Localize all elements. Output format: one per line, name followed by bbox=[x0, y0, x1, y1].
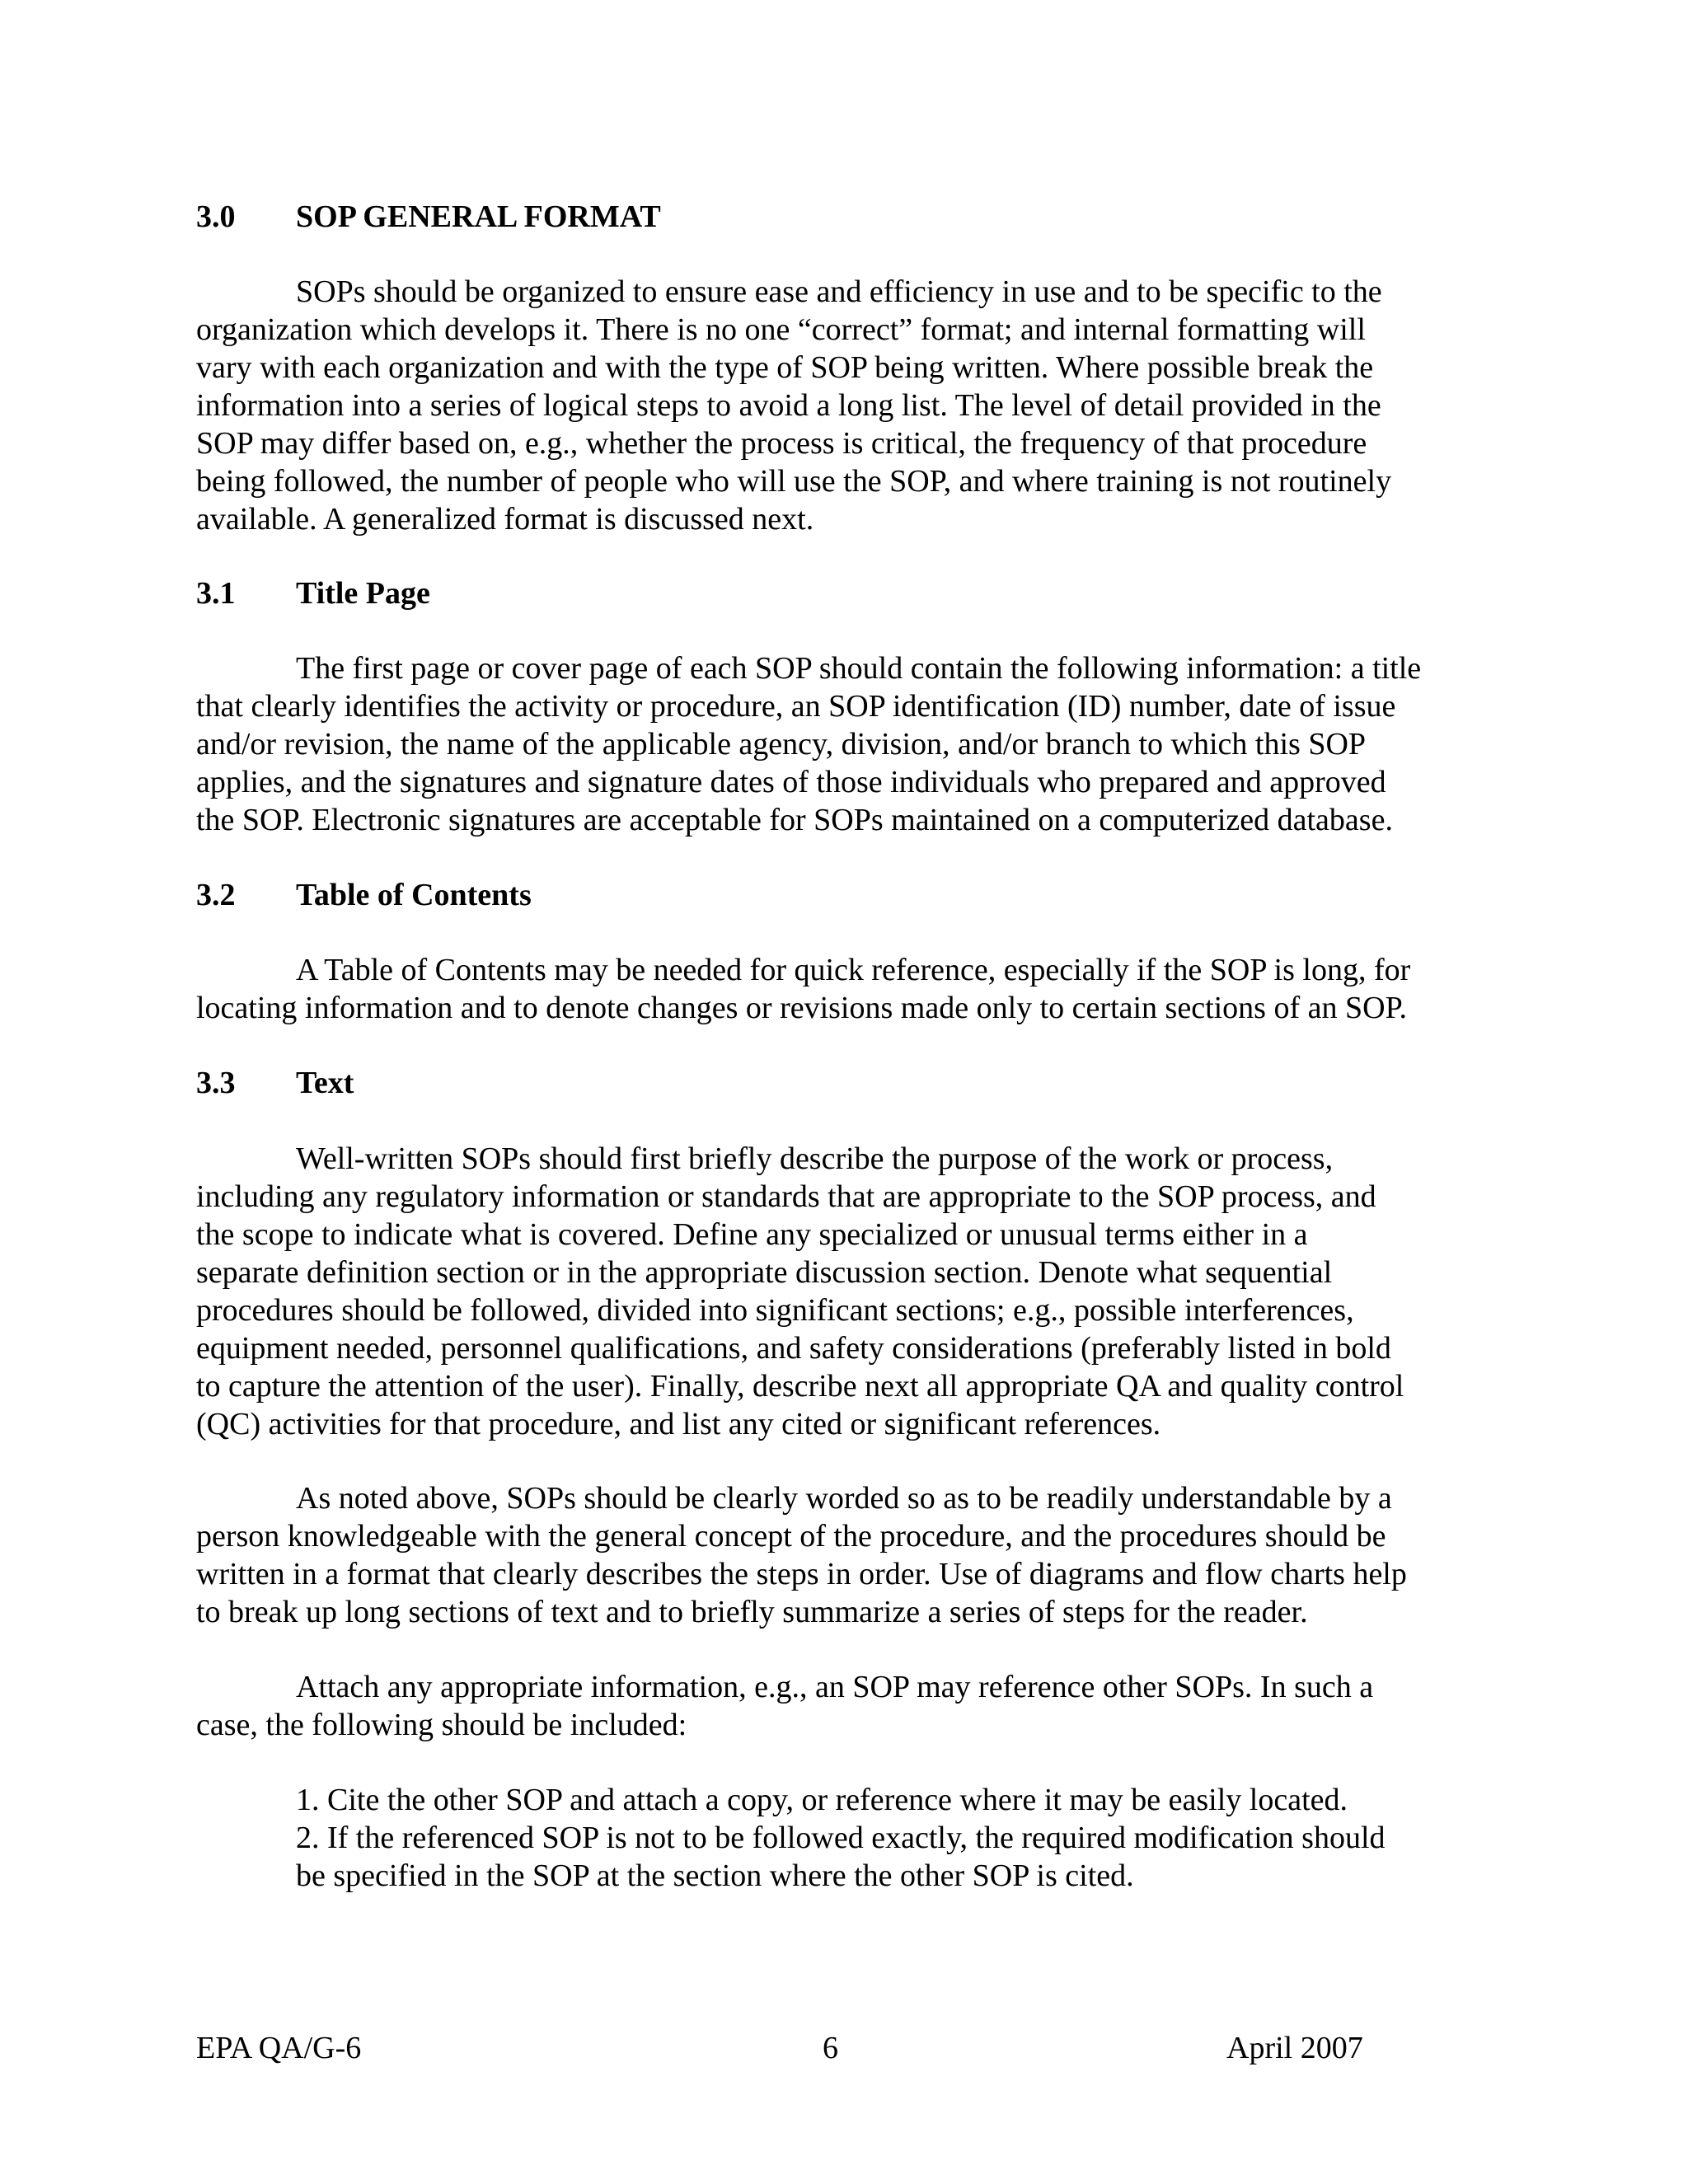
paragraph bbox=[196, 273, 1490, 538]
paragraph-line: Attach any appropriate information, e.g., an SOP may reference other SOPs. In such a bbox=[296, 1670, 1374, 1704]
paragraph-line: that clearly identifies the activity or procedure, an SOP identification (ID) number, date of issue bbox=[196, 689, 1396, 724]
paragraph bbox=[196, 951, 1490, 1027]
paragraph-line: to capture the attention of the user). Finally, describe next all appropriate QA and quality control bbox=[196, 1369, 1404, 1404]
paragraph-line: the scope to indicate what is covered. Define any specialized or unusual terms either in a bbox=[196, 1217, 1308, 1252]
paragraph-line: written in a format that clearly describes the steps in order. Use of diagrams and flow charts help bbox=[196, 1557, 1407, 1591]
paragraph bbox=[196, 1668, 1490, 1744]
paragraph-line: applies, and the signatures and signature dates of those individuals who prepared and approved bbox=[196, 765, 1386, 799]
paragraph-line: case, the following should be included: bbox=[196, 1708, 687, 1742]
section-number: 3.2 bbox=[196, 878, 236, 912]
section-title: Table of Contents bbox=[296, 878, 532, 912]
section-heading bbox=[196, 876, 532, 914]
paragraph-line: (QC) activities for that procedure, and list any cited or significant references. bbox=[196, 1407, 1161, 1441]
footer-page-number: 6 bbox=[823, 2031, 838, 2065]
paragraph-line: to break up long sections of text and to briefly summarize a series of steps for the reader. bbox=[196, 1595, 1308, 1629]
section-heading bbox=[196, 198, 661, 236]
numbered-list bbox=[296, 1781, 1499, 1895]
paragraph-line: procedures should be followed, divided into significant sections; e.g., possible interferences, bbox=[196, 1293, 1354, 1328]
paragraph-line: Well-written SOPs should first briefly describe the purpose of the work or process, bbox=[296, 1141, 1334, 1176]
paragraph-line: locating information and to denote changes or revisions made only to certain sections of an SOP. bbox=[196, 991, 1407, 1025]
paragraph-line: A Table of Contents may be needed for quick reference, especially if the SOP is long, for bbox=[296, 953, 1411, 987]
paragraph-line: and/or revision, the name of the applicable agency, division, and/or branch to which this SOP bbox=[196, 727, 1367, 762]
paragraph bbox=[196, 649, 1490, 839]
section-heading bbox=[196, 574, 430, 612]
paragraph-line: person knowledgeable with the general concept of the procedure, and the procedures should be bbox=[196, 1519, 1386, 1554]
paragraph-line: As noted above, SOPs should be clearly worded so as to be readily understandable by a bbox=[296, 1481, 1392, 1516]
section-number: 3.3 bbox=[196, 1066, 236, 1100]
section-number: 3.0 bbox=[196, 199, 236, 234]
paragraph-line: including any regulatory information or standards that are appropriate to the SOP process, and bbox=[196, 1179, 1376, 1214]
paragraph-line: SOPs should be organized to ensure ease and efficiency in use and to be specific to the bbox=[296, 274, 1382, 309]
section-title: SOP GENERAL FORMAT bbox=[296, 199, 661, 234]
paragraph-line: organization which develops it. There is no one “correct” format; and internal formatting will bbox=[196, 312, 1366, 347]
list-item: be specified in the SOP at the section where the other SOP is cited. bbox=[296, 1858, 1134, 1893]
paragraph-line: information into a series of logical steps to avoid a long list. The level of detail provided in the bbox=[196, 388, 1381, 423]
paragraph-line: separate definition section or in the appropriate discussion section. Denote what sequential bbox=[196, 1255, 1333, 1290]
paragraph-line: The first page or cover page of each SOP should contain the following information: a title bbox=[296, 651, 1422, 686]
section-number: 3.1 bbox=[196, 576, 236, 611]
paragraph-line: being followed, the number of people who will use the SOP, and where training is not routinely bbox=[196, 464, 1392, 499]
paragraph-line: vary with each organization and with the type of SOP being written. Where possible break the bbox=[196, 350, 1374, 385]
footer-document-id: EPA QA/G-6 bbox=[196, 2031, 362, 2065]
footer-date: April 2007 bbox=[1226, 2031, 1363, 2065]
section-heading bbox=[196, 1064, 354, 1102]
section-title: Text bbox=[296, 1066, 354, 1100]
paragraph-line: SOP may differ based on, e.g., whether the process is critical, the frequency of that procedure bbox=[196, 426, 1367, 461]
paragraph-line: available. A generalized format is discussed next. bbox=[196, 502, 814, 537]
section-title: Title Page bbox=[296, 576, 430, 611]
paragraph bbox=[196, 1479, 1490, 1631]
paragraph-line: the SOP. Electronic signatures are acceptable for SOPs maintained on a computerized database. bbox=[196, 803, 1393, 837]
list-item: 2. If the referenced SOP is not to be followed exactly, the required modification should bbox=[296, 1821, 1386, 1855]
paragraph-line: equipment needed, personnel qualifications, and safety considerations (preferably listed in bold bbox=[196, 1331, 1391, 1366]
paragraph bbox=[196, 1140, 1490, 1443]
list-item: 1. Cite the other SOP and attach a copy, or reference where it may be easily located. bbox=[296, 1783, 1348, 1817]
